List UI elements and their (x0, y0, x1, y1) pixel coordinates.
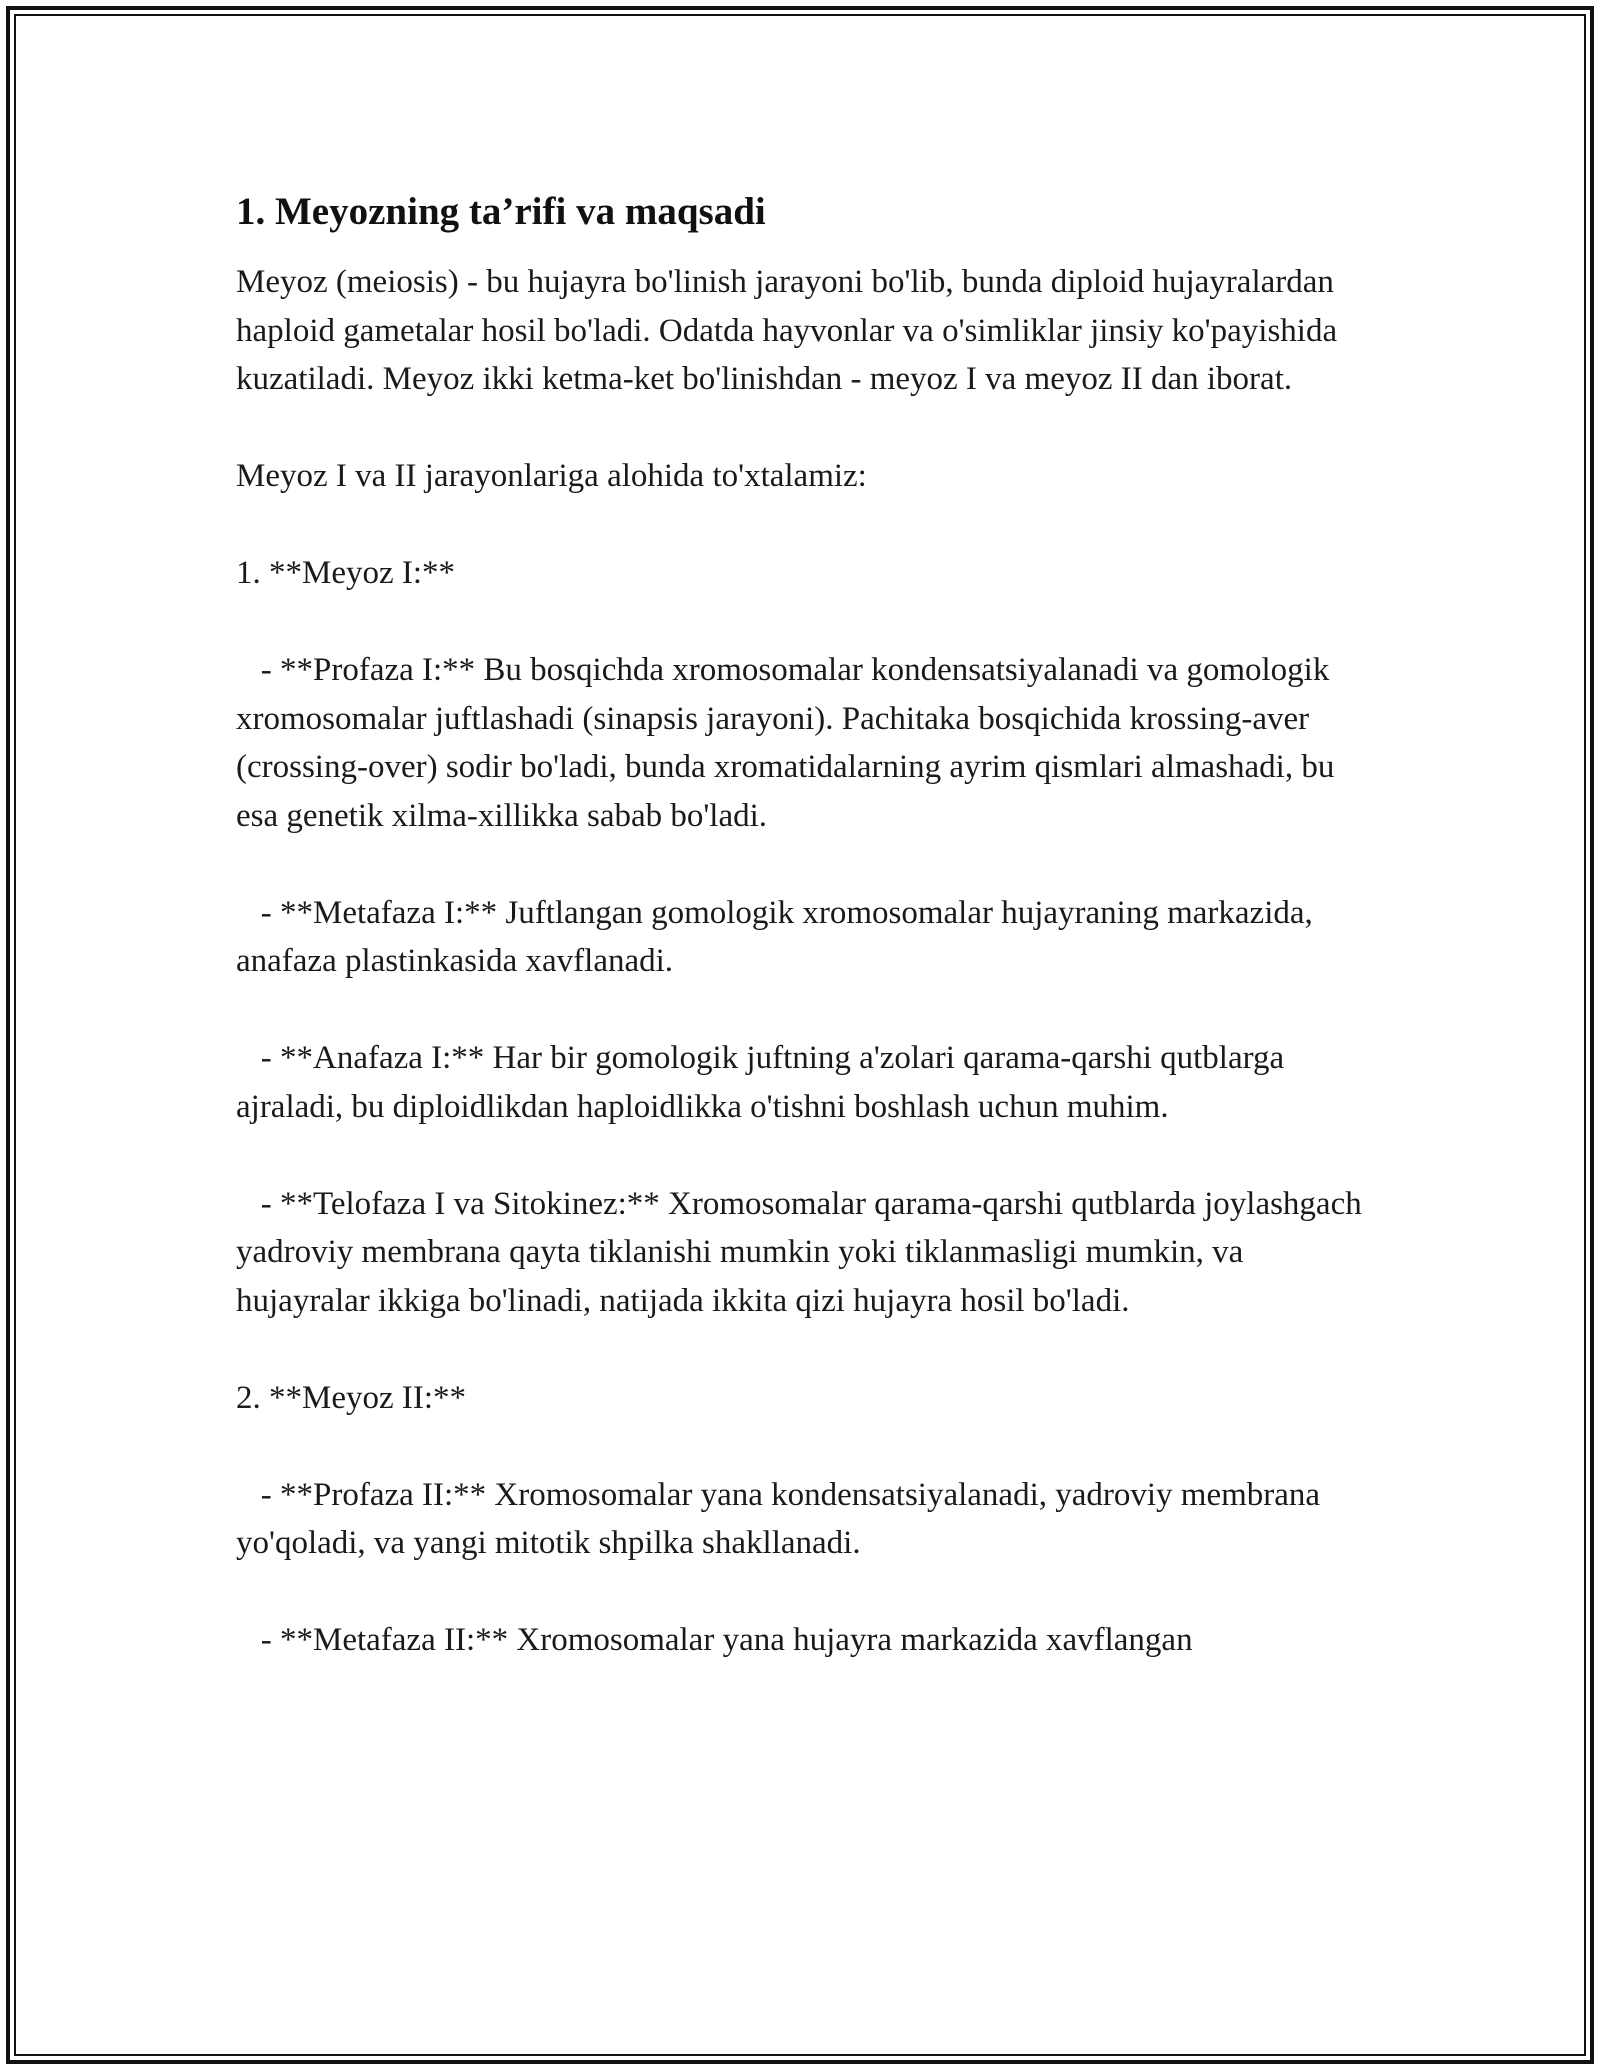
section-heading: 1. Meyozning ta’rifi va maqsadi (236, 190, 766, 233)
telophase-1-paragraph: - **Telofaza I va Sitokinez:** Xromosomalar qarama-qarshi qutblarda joylashgach yadroviy membrana qayta tiklanishi mumkin yoki tiklanmasligi mumkin, va hujayralar ikkiga bo'linadi, natijada ikkita qizi hujayra hosil bo'ladi. (236, 1185, 1370, 1319)
prophase-1-paragraph: - **Profaza I:** Bu bosqichda xromosomalar kondensatsiyalanadi va gomologik xromosomalar juftlashadi (sinapsis jarayoni). Pachitaka bosqichida krossing-aver (crossing-over) sodir bo'ladi, bunda xromatidalarning ayrim qismlari almashadi, bu esa genetik xilma-xillikka sabab bo'ladi. (236, 652, 1343, 834)
document-body (236, 186, 1376, 1713)
meiosis-1-heading: 1. **Meyoz I:** (236, 555, 456, 591)
anaphase-1-paragraph: - **Anafaza I:** Har bir gomologik juftning a'zolari qarama-qarshi qutblarga ajraladi, bu diploidlikdan haploidlikka o'tishni boshlash uchun muhim. (236, 1040, 1293, 1125)
metaphase-2-paragraph: - **Metafaza II:** Xromosomalar yana hujayra markazida xavflangan (236, 1622, 1193, 1658)
prophase-2-paragraph: - **Profaza II:** Xromosomalar yana kondensatsiyalanadi, yadroviy membrana yo'qoladi, va yangi mitotik shpilka shakllanadi. (236, 1476, 1329, 1561)
intro-paragraph: Meyoz (meiosis) - bu hujayra bo'linish jarayoni bo'lib, bunda diploid hujayralardan haploid gametalar hosil bo'ladi. Odatda hayvonlar va o'simliklar jinsiy ko'payishida kuzatiladi. Meyoz ikki ketma-ket bo'linishdan - meyoz I va meyoz II dan iborat. (236, 264, 1346, 397)
overview-paragraph: Meyoz I va II jarayonlariga alohida to'xtalamiz: (236, 458, 867, 494)
metaphase-1-paragraph: - **Metafaza I:** Juftlangan gomologik xromosomalar hujayraning markazida, anafaza plastinkasida xavflanadi. (236, 894, 1322, 979)
meiosis-2-heading: 2. **Meyoz II:** (236, 1379, 467, 1416)
